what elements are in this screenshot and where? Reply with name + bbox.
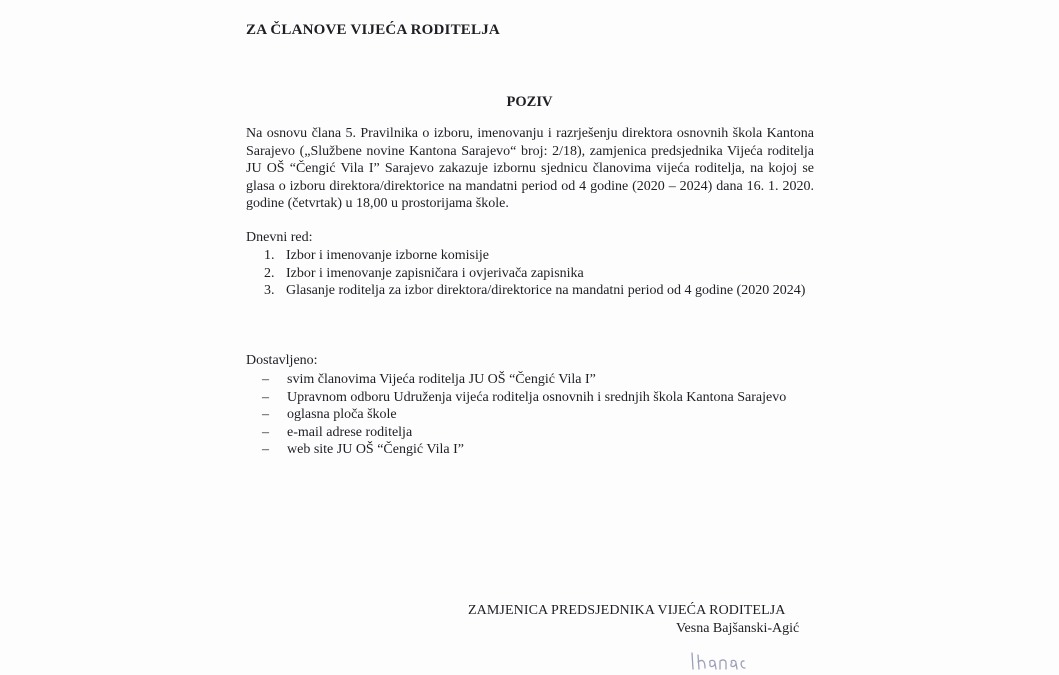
delivered-item: [262, 406, 814, 424]
agenda-item-text: Izbor i imenovanje izborne komisije: [286, 248, 489, 263]
agenda-item-number: 3.: [264, 283, 275, 298]
delivered-list: [262, 371, 814, 459]
delivered-item-text: web site JU OŠ “Čengić Vila I”: [287, 442, 464, 457]
agenda-item-text: Glasanje roditelja za izbor direktora/direktorice na mandatni period od 4 godine (2020 2024): [286, 283, 806, 298]
list-dash: –: [262, 389, 269, 405]
agenda-item: [264, 282, 816, 300]
agenda-item: [264, 265, 816, 283]
agenda-list: [264, 247, 816, 300]
intro-paragraph: Na osnovu člana 5. Pravilnika o izboru, imenovanju i razrješenju direktora osnovnih škola Kantona Sarajevo („Službene novine Kantona Sarajevo“ broj: 2/18), zamjenica predsjednika Vijeća roditelja JU OŠ “Čengić Vila I” Sarajevo zakazuje izbornu sjednicu članovima vijeća roditelja, na kojoj se glasa o izboru direktora/direktorice na mandatni period od 4 godine (2020 – 2024) dana 16. 1. 2020. godine (četvrtak) u 18,00 u prostorijama škole.: [246, 126, 814, 211]
signatory-name: Vesna Bajšanski-Agić: [676, 621, 800, 636]
list-dash: –: [262, 407, 269, 422]
list-dash: –: [262, 424, 269, 440]
delivered-item: [262, 389, 814, 407]
delivered-item: [262, 371, 814, 389]
delivered-label: Dostavljeno:: [246, 353, 318, 368]
document-heading: ZA ČLANOVE VIJEĆA RODITELJA: [246, 22, 500, 38]
agenda-item-number: 2.: [264, 265, 275, 281]
delivered-item-text: e-mail adrese roditelja: [287, 424, 413, 440]
delivered-item-text: Upravnom odboru Udruženja vijeća roditelja osnovnih i srednjih škola Kantona Sarajevo: [287, 389, 787, 405]
list-dash: –: [262, 442, 269, 457]
agenda-item-text: Izbor i imenovanje zapisničara i ovjerivača zapisnika: [286, 265, 584, 281]
delivered-item-text: oglasna ploča škole: [287, 407, 397, 422]
agenda-label: Dnevni red:: [246, 230, 313, 245]
signatory-role: ZAMJENICA PREDSJEDNIKA VIJEĆA RODITELJA: [468, 603, 786, 618]
delivered-item: [262, 424, 814, 442]
agenda-item: [264, 247, 816, 265]
handwritten-signature: [688, 647, 768, 673]
delivered-item-text: svim članovima Vijeća roditelja JU OŠ “Čengić Vila I”: [287, 372, 596, 387]
list-dash: –: [262, 372, 269, 387]
agenda-item-number: 1.: [264, 248, 275, 263]
delivered-item: [262, 441, 814, 459]
document-title: POZIV: [506, 94, 553, 110]
